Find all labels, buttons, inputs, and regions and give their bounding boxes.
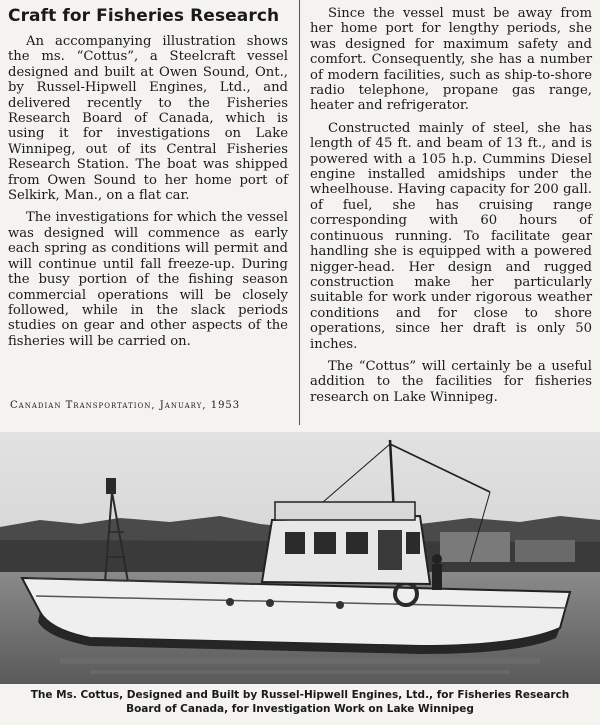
photo-caption: The Ms. Cottus, Designed and Built by Russel-Hipwell Engines, Ltd., for Fisheries Research Board of Canada, for Investigation Work on Lake Winnipeg — [30, 689, 570, 715]
column-divider — [299, 0, 300, 425]
article-headline: Craft for Fisheries Research — [8, 6, 280, 26]
article-paragraph: The “Cottus” will certainly be a useful addition to the facilities for fisheries research on Lake Winnipeg. — [310, 358, 592, 405]
article-paragraph: An accompanying illustration shows the ms. “Cottus”, a Steelcraft vessel designed and built at Owen Sound, Ont., by Russel-Hipwell Engines, Ltd., and delivered recently to the Fisheries Research Board of Canada, which is using it for investigations on Lake Winnipeg, out of its Central Fisheries Research Station. The boat was shipped from Owen Sound to her home port of Selkirk, Man., on a flat car. — [8, 34, 288, 204]
source-citation: Canadian Transportation, January, 1953 — [10, 400, 241, 411]
left-column — [8, 6, 288, 356]
boat-illustration — [0, 432, 600, 684]
vessel-photo — [0, 432, 600, 684]
article-paragraph: Since the vessel must be away from her home port for lengthy periods, she was designed for maximum safety and comfort. Consequently, she has a number of modern facilities, such as ship-to-shore radio telephone, propane gas range, heater and refrigerator. — [310, 6, 592, 114]
article-paragraph: Constructed mainly of steel, she has length of 45 ft. and beam of 13 ft., and is powered with a 105 h.p. Cummins Diesel engine installed amidships under the wheelhouse. Having capacity for 200 gall. of fuel, she has cruising range corresponding with 60 hours of continuous running. To facilitate gear handling she is equipped with a powered nigger-head. Her design and rugged construction make her particularly suitable for work under rigorous weather conditions and for close to shore operations, since her draft is only 50 inches. — [310, 120, 592, 352]
article-paragraph: The investigations for which the vessel was designed will commence as early each spring as conditions will permit and will continue until fall freeze-up. During the busy portion of the fishing season commercial operations will be closely followed, while in the slack periods studies on gear and other aspects of the fisheries will be carried on. — [8, 210, 288, 349]
right-column — [310, 6, 592, 412]
